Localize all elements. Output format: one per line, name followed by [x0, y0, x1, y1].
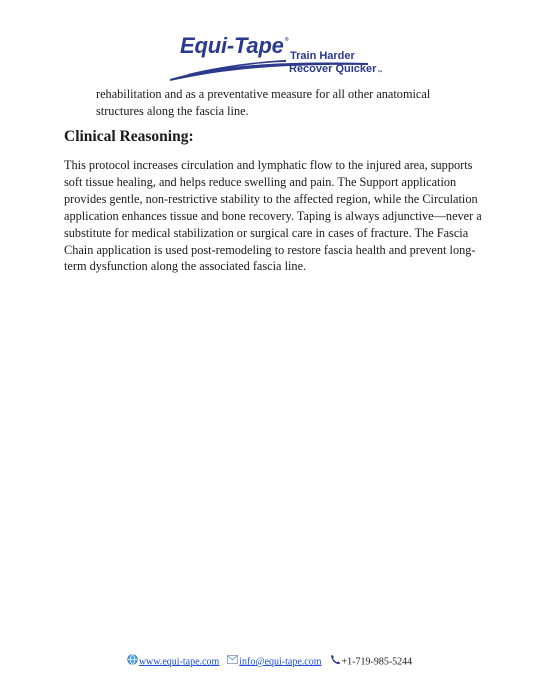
slogan-line-1: Train Harder — [290, 50, 355, 62]
phone-number: +1-719-985-5244 — [341, 656, 413, 668]
website-link[interactable]: www.equi-tape.com — [138, 656, 220, 668]
slogan-line-2: Recover Quicker™ — [289, 63, 383, 76]
continuation-text: rehabilitation and as a preventative measure for all other anatomical structures along the fascia line. — [96, 87, 431, 118]
globe-icon — [127, 654, 138, 670]
clinical-reasoning-paragraph: This protocol increases circulation and lymphatic flow to the injured area, supports soft tissue healing, and helps reduce swelling and pain. The Support application provides gentle, non-restrictive stability to the affected region, while the Circulation application enhances tissue and bone recovery. Taping is always adjunctive—never a substitute for medical stabilization or surgical care in cases of fracture. The Fascia Chain application is used post-remodeling to restore fascia health and prevent long-term dysfunction along the associated fascia line. — [64, 158, 482, 274]
brand-slogan — [289, 50, 382, 76]
email-link[interactable]: info@equi-tape.com — [239, 656, 322, 668]
page-footer — [0, 654, 539, 670]
email-icon — [227, 655, 238, 669]
section-heading: Clinical Reasoning: — [64, 128, 194, 145]
equi-tape-logo — [168, 33, 383, 83]
brand-name: Equi-Tape® — [180, 33, 289, 58]
phone-icon — [330, 654, 341, 670]
